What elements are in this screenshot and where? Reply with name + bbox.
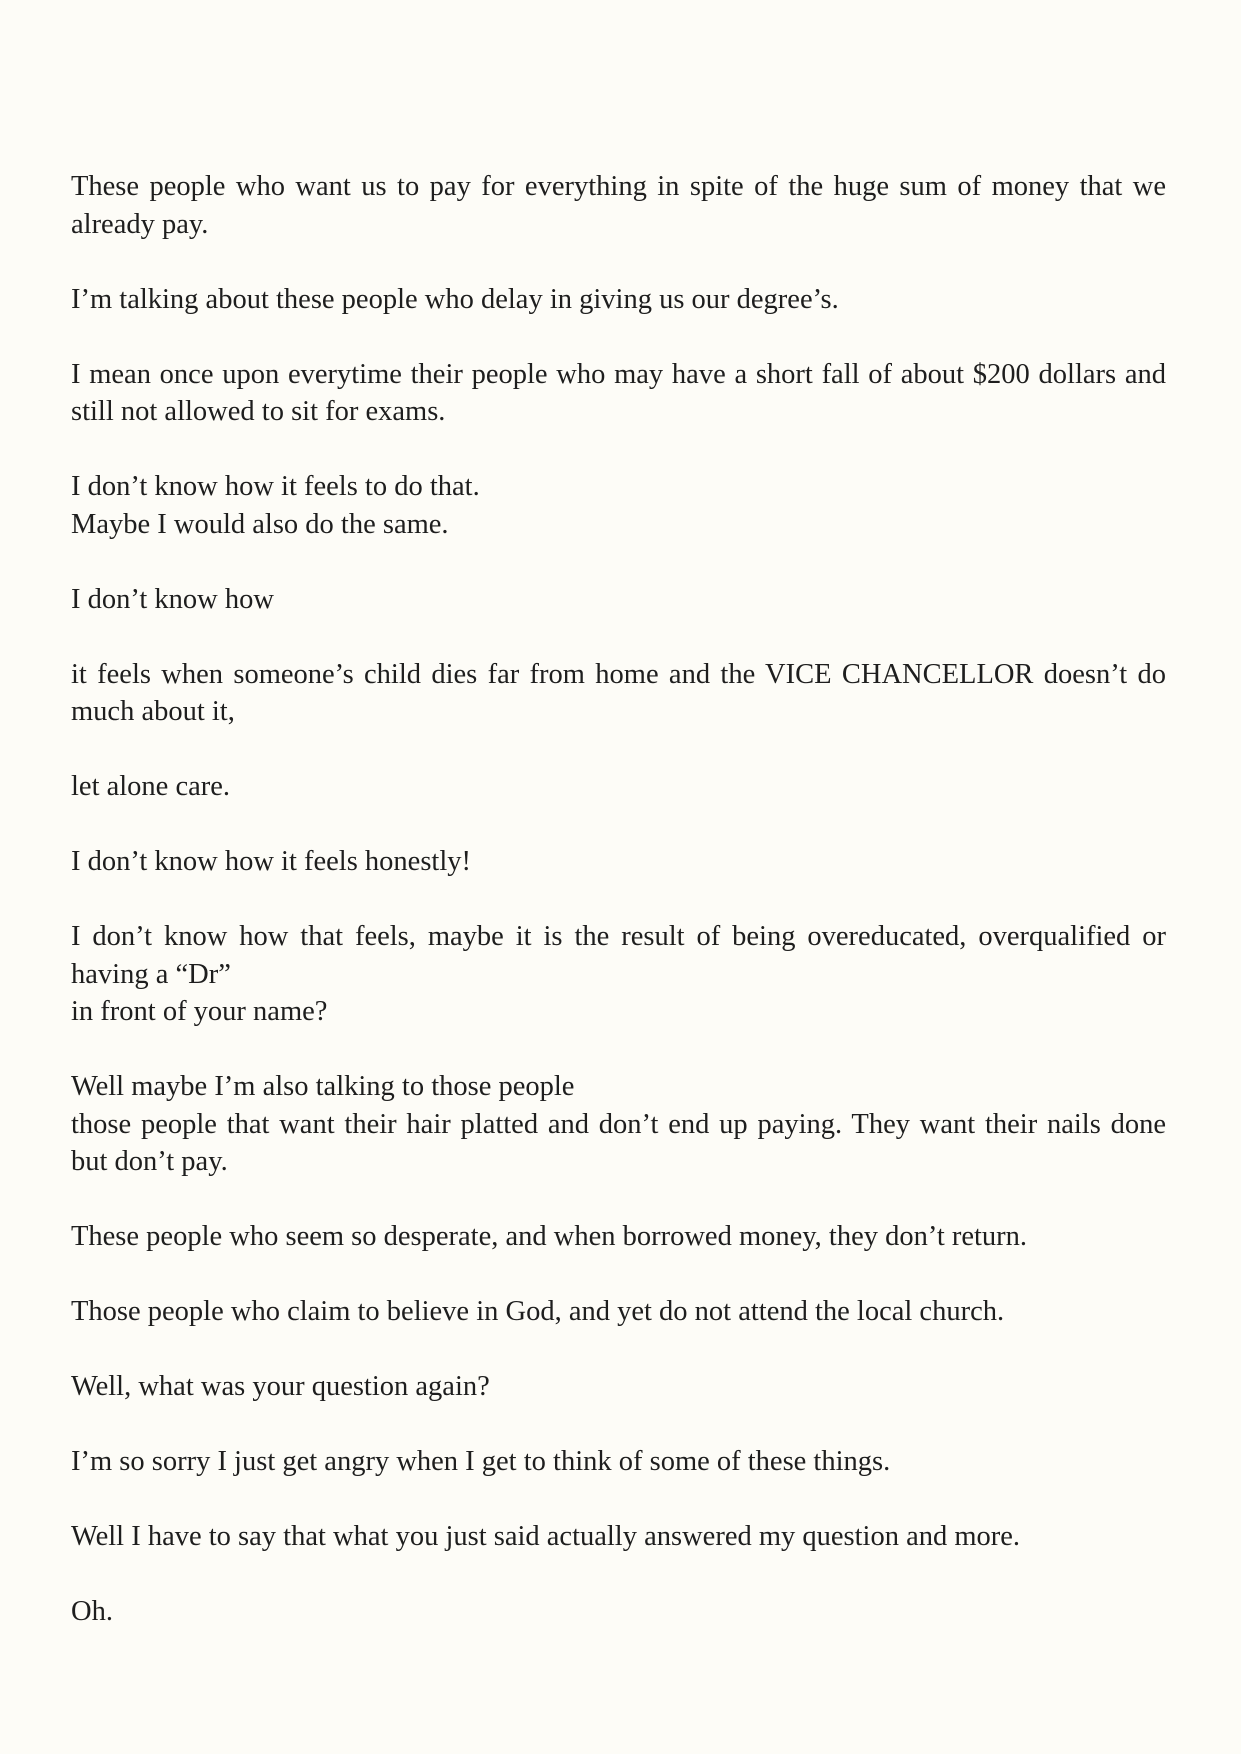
text-line: those people that want their hair platted and don’t end up paying. They want their nails done but don’t pay. (71, 1108, 1166, 1177)
paragraph-9 (71, 918, 1166, 1031)
paragraph-15 (71, 1518, 1166, 1556)
text-line: I’m talking about these people who delay in giving us our degree’s. (71, 283, 839, 315)
paragraph-16 (71, 1593, 1166, 1631)
text-line: Well, what was your question again? (71, 1371, 490, 1402)
text-line: Well maybe I’m also talking to those people (71, 1071, 575, 1102)
document-page (71, 168, 1166, 1631)
paragraph-2 (71, 281, 1166, 319)
text-line: Maybe I would also do the same. (71, 508, 449, 540)
text-line: I’m so sorry I just get angry when I get to think of some of these things. (71, 1446, 891, 1477)
text-line: Well I have to say that what you just said actually answered my question and more. (71, 1521, 1021, 1552)
paragraph-4 (71, 468, 1166, 543)
text-line: These people who want us to pay for everything in spite of the huge sum of money that we already pay. (71, 171, 1166, 240)
paragraph-5 (71, 581, 1166, 619)
text-line: I don’t know how it feels honestly! (71, 846, 472, 877)
paragraph-10 (71, 1068, 1166, 1181)
text-line: I mean once upon everytime their people who may have a short fall of about $200 dollars and still not allowed to sit for exams. (71, 358, 1166, 427)
text-line: I don’t know how that feels, maybe it is the result of being overeducated, overqualified or having a “Dr” (71, 921, 1166, 990)
text-line: I don’t know how it feels to do that. (71, 471, 480, 502)
paragraph-11 (71, 1218, 1166, 1256)
text-line: I don’t know how (71, 583, 274, 615)
paragraph-7 (71, 768, 1166, 806)
paragraph-1 (71, 168, 1166, 243)
paragraph-8 (71, 843, 1166, 881)
text-line: in front of your name? (71, 996, 328, 1027)
paragraph-13 (71, 1368, 1166, 1406)
text-line: Oh. (71, 1596, 113, 1627)
text-line: Those people who claim to believe in God, and yet do not attend the local church. (71, 1296, 1005, 1327)
paragraph-6 (71, 656, 1166, 731)
text-line: let alone care. (71, 771, 231, 802)
paragraph-12 (71, 1293, 1166, 1331)
paragraph-14 (71, 1443, 1166, 1481)
text-line: it feels when someone’s child dies far from home and the VICE CHANCELLOR doesn’t do much about it, (71, 658, 1166, 727)
paragraph-3 (71, 356, 1166, 431)
text-line: These people who seem so desperate, and when borrowed money, they don’t return. (71, 1221, 1028, 1252)
